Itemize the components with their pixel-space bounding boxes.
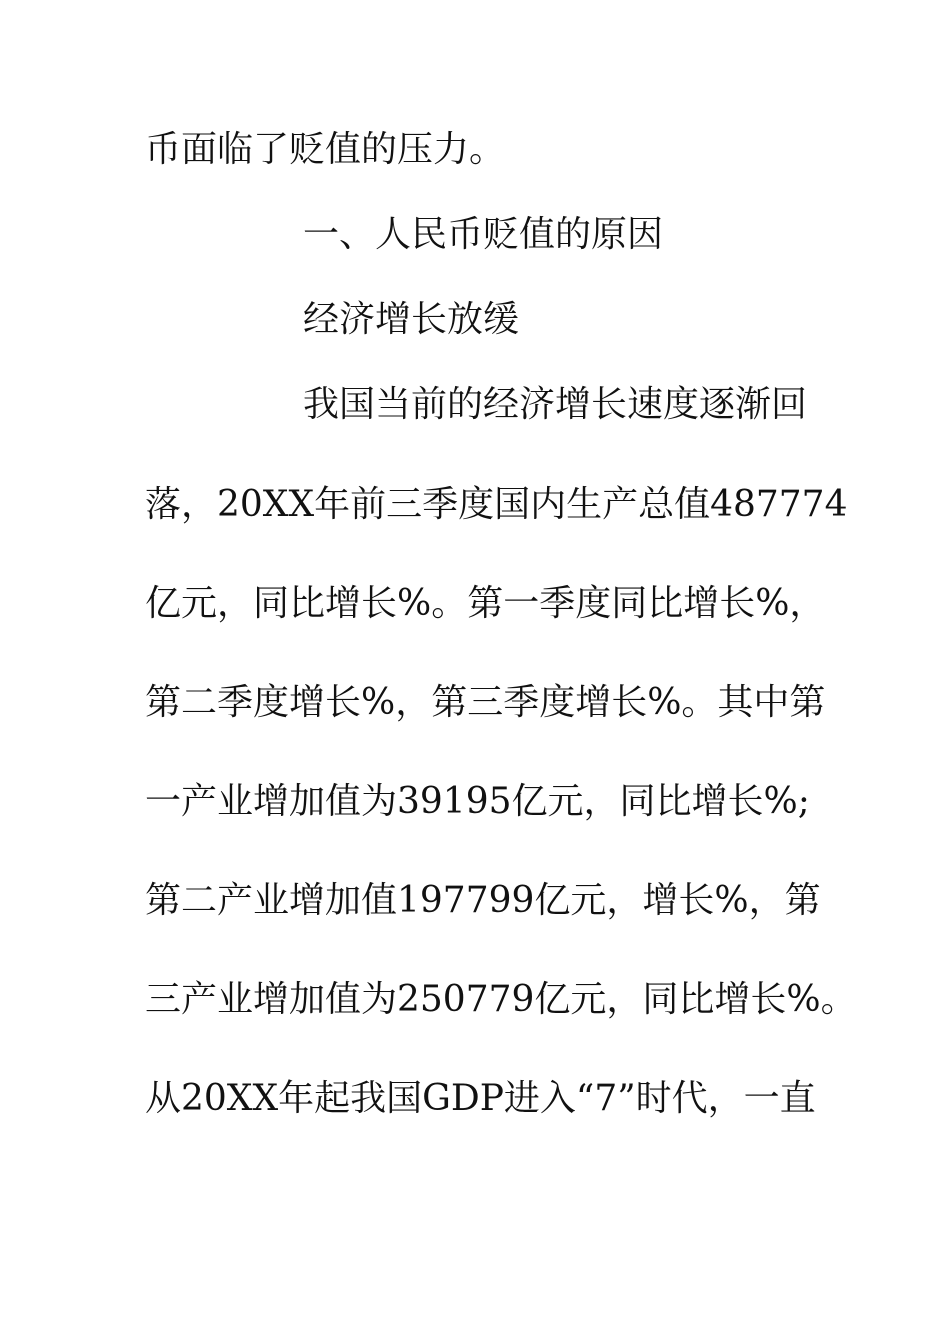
body-text-line: 第二产业增加值197799亿元，增长%，第 <box>145 880 821 921</box>
body-text-line: 一产业增加值为39195亿元，同比增长%; <box>145 781 810 822</box>
body-text-line: 第二季度增长%，第三季度增长%。其中第 <box>145 682 826 723</box>
body-text-line: 币面临了贬值的压力。 <box>145 129 506 170</box>
body-text-line: 落，20XX年前三季度国内生产总值487774 <box>145 484 848 525</box>
section-heading: 一、人民币贬值的原因 <box>303 214 664 255</box>
body-text-line: 亿元，同比增长%。第一季度同比增长%， <box>145 583 826 624</box>
paragraph-first-line: 我国当前的经济增长速度逐渐回 <box>303 384 808 425</box>
body-text-line: 三产业增加值为250779亿元，同比增长%。 <box>145 979 857 1020</box>
body-text-line: 从20XX年起我国GDP进入“7”时代，一直 <box>145 1078 816 1119</box>
subsection-heading: 经济增长放缓 <box>303 299 520 340</box>
